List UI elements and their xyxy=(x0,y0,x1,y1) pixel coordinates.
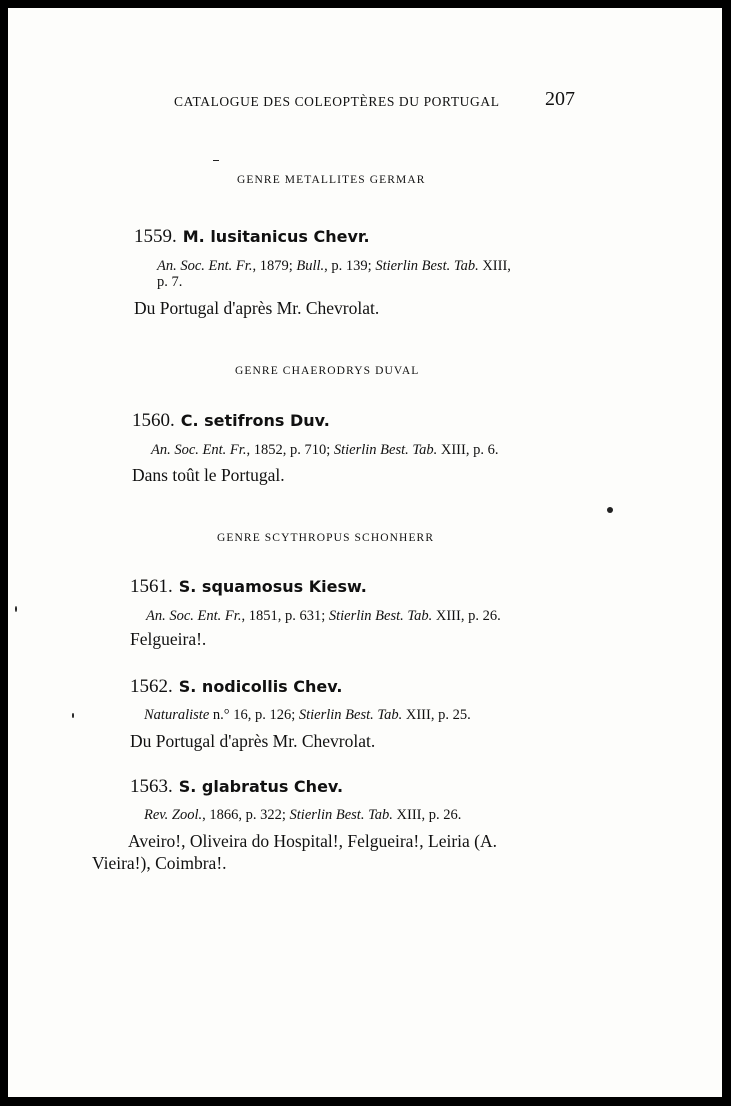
reference-line xyxy=(144,807,461,824)
reference-line xyxy=(144,707,471,724)
genus-heading: GENRE SCYTHROPUS SCHONHERR xyxy=(217,532,435,544)
ref-journal: Naturaliste xyxy=(144,707,210,723)
ref-detail: , 1879; xyxy=(252,258,297,274)
ref-journal: Stierlin Best. Tab. xyxy=(289,807,393,823)
scan-speck xyxy=(213,160,219,161)
species-number: 1562. xyxy=(130,676,173,697)
ref-journal: Stierlin Best. Tab. xyxy=(298,707,403,723)
species-entry-title xyxy=(130,776,343,798)
locality-text: Vieira!), Coimbra!. xyxy=(92,853,227,873)
reference-line xyxy=(157,274,182,291)
scan-speck xyxy=(72,713,74,718)
ref-detail: , p. 139; xyxy=(324,258,376,274)
species-number: 1561. xyxy=(130,576,173,597)
scan-speck xyxy=(607,507,613,513)
ref-detail: XIII, xyxy=(478,258,511,274)
species-entry-title xyxy=(134,226,370,248)
ref-journal: Bull. xyxy=(296,258,325,274)
species-name: S. squamosus Kiesw. xyxy=(178,577,367,596)
locality-text: Dans toût le Portugal. xyxy=(132,465,285,485)
ref-detail: XIII, p. 26. xyxy=(432,608,501,624)
genus-heading: GENRE METALLITES GERMAR xyxy=(237,174,426,186)
ref-detail: p. 7. xyxy=(157,274,183,290)
ref-detail: XIII, p. 25. xyxy=(402,707,471,723)
ref-journal: An. Soc. Ent. Fr. xyxy=(151,442,247,458)
ref-detail: , 1852, p. 710; xyxy=(246,442,334,458)
species-name: S. nodicollis Chev. xyxy=(178,677,343,696)
ref-detail: , 1851, p. 631; xyxy=(241,608,329,624)
species-name: C. setifrons Duv. xyxy=(180,411,330,430)
locality-text: Du Portugal d'après Mr. Chevrolat. xyxy=(134,298,380,318)
locality-text: Aveiro!, Oliveira do Hospital!, Felgueira!, Leiria (A. xyxy=(128,831,497,851)
species-number: 1563. xyxy=(130,776,173,797)
reference-line xyxy=(146,608,501,625)
running-title: CATALOGUE DES COLEOPTÈRES DU PORTUGAL xyxy=(174,94,500,109)
species-name: M. lusitanicus Chevr. xyxy=(182,227,370,246)
document-page xyxy=(8,8,722,1097)
page-number: 207 xyxy=(545,88,575,110)
ref-journal: Stierlin Best. Tab. xyxy=(328,608,433,624)
ref-journal: Rev. Zool. xyxy=(144,807,203,823)
genus-heading: GENRE CHAERODRYS DUVAL xyxy=(235,365,420,377)
locality-text: Felgueira!. xyxy=(130,629,207,649)
species-entry-title xyxy=(132,410,330,432)
ref-detail: , 1866, p. 322; xyxy=(202,807,290,823)
species-name: S. glabratus Chev. xyxy=(178,777,344,796)
ref-detail: XIII, p. 6. xyxy=(437,442,499,458)
ref-detail: XIII, p. 26. xyxy=(392,807,462,823)
species-entry-title xyxy=(130,676,342,698)
ref-journal: Stierlin Best. Tab. xyxy=(375,258,479,274)
ref-journal: An. Soc. Ent. Fr. xyxy=(146,608,242,624)
scan-speck xyxy=(15,606,17,612)
ref-journal: Stierlin Best. Tab. xyxy=(333,442,438,458)
reference-line xyxy=(157,258,511,275)
locality-text: Du Portugal d'après Mr. Chevrolat. xyxy=(130,731,376,751)
species-number: 1559. xyxy=(134,226,177,247)
ref-detail: n.° 16, p. 126; xyxy=(209,707,299,723)
species-number: 1560. xyxy=(132,410,175,431)
ref-journal: An. Soc. Ent. Fr. xyxy=(157,258,253,274)
species-entry-title xyxy=(130,576,367,598)
reference-line xyxy=(151,442,498,459)
